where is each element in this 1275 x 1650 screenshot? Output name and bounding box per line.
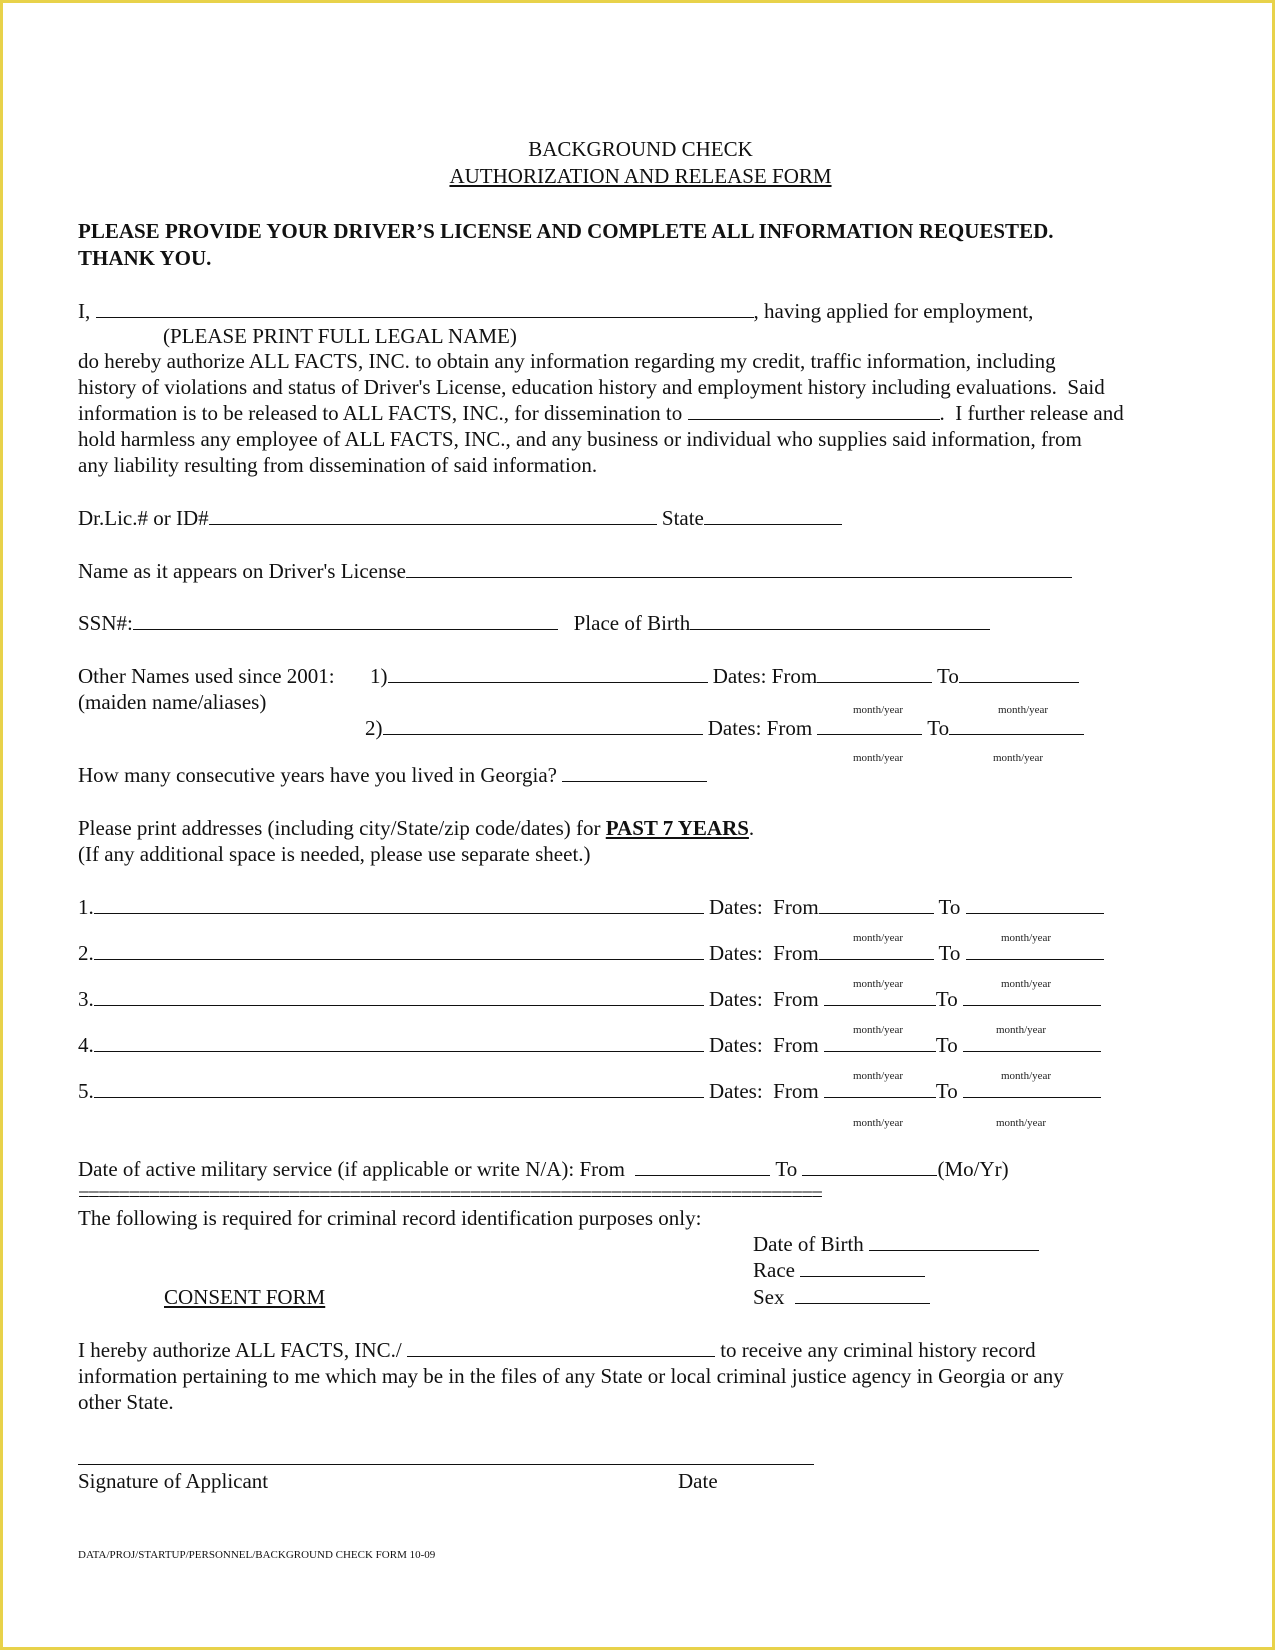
dob-label: Date of Birth — [753, 1232, 864, 1256]
other-names-label: Other Names used since 2001: — [78, 664, 335, 688]
military-row — [78, 1156, 1009, 1182]
birthplace-label: Place of Birth — [573, 611, 691, 635]
consent-line-2: information pertaining to me which may be in the files of any State or local criminal justice agency in Georgia or any — [78, 1364, 1064, 1388]
month-year-hint: month/year — [853, 978, 904, 990]
address-row — [78, 986, 1101, 1012]
authorization-body-3 — [78, 400, 1124, 426]
address-field-2[interactable] — [94, 941, 704, 960]
other-name-row-2 — [365, 715, 1084, 741]
month-year-hint: month/year — [996, 1024, 1047, 1036]
race-field[interactable] — [800, 1258, 925, 1277]
footer-path: DATA/PROJ/STARTUP/PERSONNEL/BACKGROUND CHECK FORM 10-09 — [78, 1549, 436, 1561]
instructions-line-1: PLEASE PROVIDE YOUR DRIVER’S LICENSE AND COMPLETE ALL INFORMATION REQUESTED. — [78, 219, 1054, 243]
address-to-label: To — [938, 895, 961, 919]
authorization-prefix: I, — [78, 299, 91, 323]
address-row — [78, 894, 1104, 920]
section-divider: ========================================================================== — [78, 1182, 822, 1206]
address-dates-label: Dates: From — [709, 1033, 819, 1057]
military-from-field[interactable] — [635, 1157, 770, 1176]
addresses-intro-a: Please print addresses (including city/State/zip code/dates) for — [78, 816, 601, 840]
addresses-intro — [78, 815, 754, 841]
address-dates-label: Dates: From — [709, 941, 819, 965]
address-from-field-4[interactable] — [824, 1033, 936, 1052]
address-row-number: 5. — [78, 1079, 94, 1103]
other-name-to-2: To — [927, 716, 950, 740]
sex-field[interactable] — [795, 1285, 930, 1304]
license-label: Dr.Lic.# or ID# — [78, 506, 209, 530]
other-name-dates-from-2: Dates: From — [707, 716, 813, 740]
full-name-hint: (PLEASE PRINT FULL LEGAL NAME) — [163, 324, 517, 348]
consent-recipient-field[interactable] — [407, 1338, 715, 1357]
other-name-dates-from-1: Dates: From — [712, 664, 818, 688]
ssn-label: SSN#: — [78, 611, 133, 635]
authorization-body-1: do hereby authorize ALL FACTS, INC. to obtain any information regarding my credit, traffic information, including — [78, 349, 1056, 373]
month-year-hint: month/year — [853, 1117, 904, 1129]
other-name-to-1: To — [937, 664, 959, 688]
address-to-field-2[interactable] — [966, 941, 1104, 960]
date-label: Date — [678, 1469, 718, 1493]
other-name-to-field-1[interactable] — [959, 664, 1079, 683]
consent-line-3: other State. — [78, 1390, 174, 1414]
other-name-entry-2: 2) — [365, 716, 383, 740]
month-year-hint: month/year — [1001, 1070, 1052, 1082]
month-year-hint: month/year — [853, 752, 904, 764]
authorization-body-2: history of violations and status of Driver's License, education history and employment history including evaluations. Said — [78, 375, 1105, 399]
state-label: State — [661, 506, 704, 530]
address-row-number: 3. — [78, 987, 94, 1011]
ssn-field[interactable] — [133, 611, 558, 630]
address-row-number: 4. — [78, 1033, 94, 1057]
address-dates-label: Dates: From — [709, 895, 819, 919]
addresses-intro-2: (If any additional space is needed, please use separate sheet.) — [78, 842, 591, 866]
month-year-hint: month/year — [853, 704, 904, 716]
name-on-license-label: Name as it appears on Driver's License — [78, 559, 406, 583]
race-label: Race — [753, 1258, 795, 1282]
other-name-field-2[interactable] — [383, 716, 703, 735]
consent-line-1a: I hereby authorize ALL FACTS, INC./ — [78, 1338, 402, 1362]
address-to-field-3[interactable] — [963, 987, 1101, 1006]
georgia-years-field[interactable] — [562, 763, 707, 782]
month-year-hint: month/year — [996, 1117, 1047, 1129]
other-name-from-field-2[interactable] — [817, 716, 922, 735]
signature-line[interactable] — [78, 1464, 814, 1465]
address-from-field-1[interactable] — [819, 895, 934, 914]
dob-field[interactable] — [869, 1232, 1039, 1251]
address-from-field-5[interactable] — [824, 1079, 936, 1098]
birthplace-field[interactable] — [690, 611, 990, 630]
other-name-from-field-1[interactable] — [817, 664, 932, 683]
dob-row — [753, 1231, 1039, 1257]
address-field-3[interactable] — [94, 987, 704, 1006]
month-year-hint: month/year — [1001, 932, 1052, 944]
address-dates-label: Dates: From — [709, 987, 819, 1011]
dissemination-recipient-field[interactable] — [688, 401, 940, 420]
month-year-hint: month/year — [853, 1070, 904, 1082]
ssn-row — [78, 610, 990, 636]
month-year-hint: month/year — [993, 752, 1044, 764]
georgia-label: How many consecutive years have you lived in Georgia? — [78, 763, 557, 787]
military-suffix: (Mo/Yr) — [937, 1157, 1009, 1181]
name-on-license-field[interactable] — [406, 559, 1072, 578]
sex-row — [753, 1284, 930, 1310]
form-title: BACKGROUND CHECK — [528, 137, 753, 161]
consent-line-1b: to receive any criminal history record — [720, 1338, 1036, 1362]
address-from-field-3[interactable] — [824, 987, 936, 1006]
month-year-hint: month/year — [998, 704, 1049, 716]
address-dates-label: Dates: From — [709, 1079, 819, 1103]
address-to-label: To — [935, 1033, 958, 1057]
other-names-hint: (maiden name/aliases) — [78, 690, 267, 714]
military-to-label: To — [775, 1157, 798, 1181]
authorization-body-3a: information is to be released to ALL FACTS, INC., for dissemination to — [78, 401, 683, 425]
authorization-suffix: , having applied for employment, — [753, 299, 1034, 323]
address-to-field-4[interactable] — [963, 1033, 1101, 1052]
address-row — [78, 940, 1104, 966]
address-to-field-5[interactable] — [963, 1079, 1101, 1098]
other-name-field-1[interactable] — [388, 664, 708, 683]
address-row-number: 1. — [78, 895, 94, 919]
address-field-1[interactable] — [94, 895, 704, 914]
other-name-entry-1: 1) — [370, 664, 388, 688]
authorization-body-5: any liability resulting from dissemination of said information. — [78, 453, 598, 477]
signature-label: Signature of Applicant — [78, 1469, 269, 1493]
address-to-label: To — [938, 941, 961, 965]
name-on-license-row — [78, 558, 1072, 584]
address-from-field-2[interactable] — [819, 941, 934, 960]
other-name-to-field-2[interactable] — [949, 716, 1084, 735]
address-row — [78, 1078, 1101, 1104]
full-name-field[interactable] — [96, 299, 754, 318]
month-year-hint: month/year — [1001, 978, 1052, 990]
race-row — [753, 1257, 925, 1283]
military-to-field[interactable] — [802, 1157, 937, 1176]
form-subtitle: AUTHORIZATION AND RELEASE FORM — [449, 164, 832, 188]
license-number-field[interactable] — [209, 506, 657, 525]
addresses-intro-b: . — [748, 816, 755, 840]
month-year-hint: month/year — [853, 1024, 904, 1036]
address-to-label: To — [935, 987, 958, 1011]
instructions-line-2: THANK YOU. — [78, 246, 212, 270]
authorization-body-3b: . I further release and — [939, 401, 1124, 425]
addresses-past-years: PAST 7 YEARS — [605, 816, 749, 840]
month-year-hint: month/year — [853, 932, 904, 944]
consent-form-title: CONSENT FORM — [164, 1285, 326, 1309]
consent-line-1 — [78, 1337, 1036, 1363]
state-field[interactable] — [704, 506, 842, 525]
sex-label: Sex — [753, 1285, 785, 1309]
address-to-label: To — [935, 1079, 958, 1103]
address-field-5[interactable] — [94, 1079, 704, 1098]
address-row — [78, 1032, 1101, 1058]
license-row — [78, 505, 842, 531]
address-row-number: 2. — [78, 941, 94, 965]
military-label: Date of active military service (if applicable or write N/A): From — [78, 1157, 625, 1181]
georgia-row — [78, 762, 707, 788]
other-name-row-1 — [370, 663, 1079, 689]
address-field-4[interactable] — [94, 1033, 704, 1052]
address-to-field-1[interactable] — [966, 895, 1104, 914]
authorization-body-4: hold harmless any employee of ALL FACTS, INC., and any business or individual who supplies said information, from — [78, 427, 1082, 451]
authorization-name-line — [78, 298, 1033, 324]
criminal-intro: The following is required for criminal record identification purposes only: — [78, 1206, 702, 1230]
